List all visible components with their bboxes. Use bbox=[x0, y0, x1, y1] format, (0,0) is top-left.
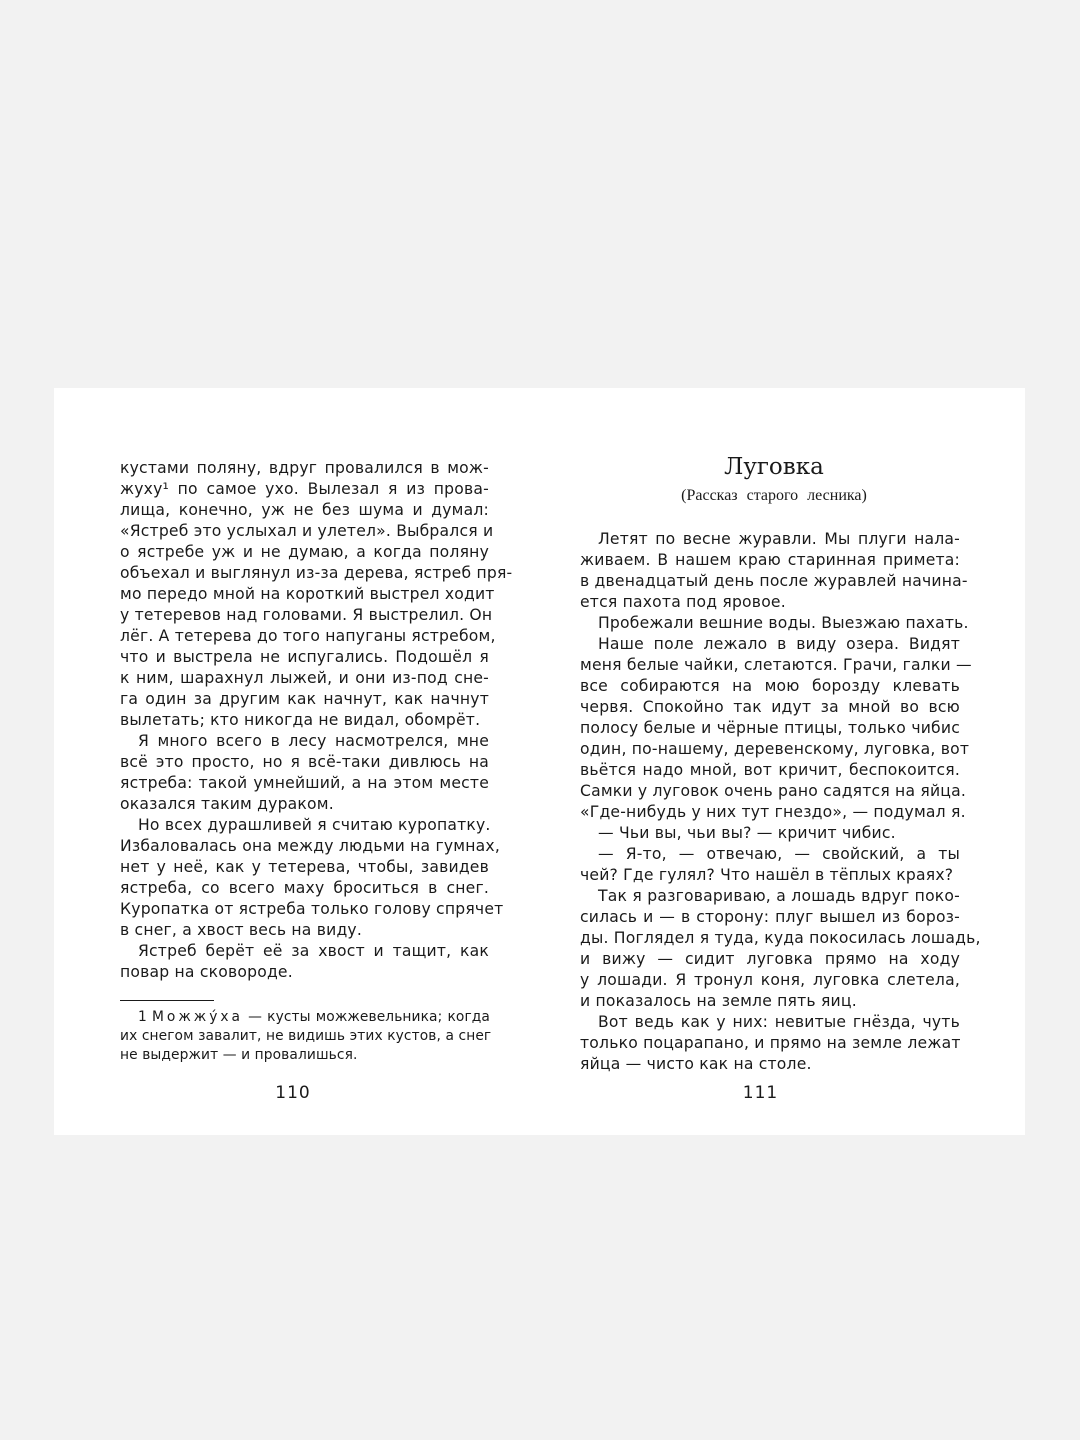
left-page-text-line: что и выстрела не испугались. Подошёл я bbox=[120, 648, 489, 666]
left-page-text-line: Я много всего в лесу насмотрелся, мне bbox=[138, 732, 489, 750]
book-spread bbox=[54, 388, 1025, 1135]
right-page-text-line: Вот ведь как у них: невитые гнёзда, чуть bbox=[598, 1013, 960, 1031]
right-page-text-line: — Я-то, — отвечаю, — свойский, а ты bbox=[598, 845, 960, 863]
left-page-text-line: к ним, шарахнул лыжей, и они из-под сне- bbox=[120, 669, 489, 687]
right-page-text-line: только поцарапано, и прямо на земле лежат bbox=[580, 1034, 961, 1052]
page-number: 110 bbox=[275, 1083, 311, 1103]
left-page-text-line: лёг. А тетерева до того напуганы ястребом, bbox=[120, 627, 496, 645]
right-page-text-line: Летят по весне журавли. Мы плуги нала- bbox=[598, 530, 960, 548]
left-page-text-line: лища, конечно, уж не без шума и думал: bbox=[120, 501, 489, 519]
left-page-text-line: жуху¹ по самое ухо. Вылезал я из прова- bbox=[120, 480, 489, 498]
footnote-definition: — кусты можжевельника; когда bbox=[243, 1009, 490, 1025]
left-page-text-line: в снег, а хвост весь на виду. bbox=[120, 921, 363, 939]
right-page-text-line: полосу белые и чёрные птицы, только чибис bbox=[580, 719, 960, 737]
left-page-text-line: всё это просто, но я всё-таки дивлюсь на bbox=[120, 753, 489, 771]
right-page-text-line: ется пахота под яровое. bbox=[580, 593, 786, 611]
left-page-text bbox=[120, 458, 513, 983]
right-page-text-line: «Где-нибудь у них тут гнездо», — подумал я. bbox=[580, 803, 966, 821]
right-page-text-line: силась и — в сторону: плуг вышел из бороз- bbox=[580, 908, 960, 926]
left-page-text-line: Но всех дурашливей я считаю куропатку. bbox=[138, 816, 491, 834]
left-page-text-line: вылетать; кто никогда не видал, обомрёт. bbox=[120, 711, 481, 729]
left-page-text-line: «Ястреб это услыхал и улетел». Выбрался и bbox=[120, 522, 494, 540]
footnote-term: Можжу́ха bbox=[152, 1009, 244, 1025]
right-page-text-line: Наше поле лежало в виду озера. Видят bbox=[598, 635, 960, 653]
right-page-text-line: все собираются на мою борозду клевать bbox=[580, 677, 960, 695]
left-page bbox=[54, 388, 540, 1135]
left-page-text-line: мо передо мной на короткий выстрел ходит bbox=[120, 585, 495, 603]
right-page-text-line: и вижу — сидит луговка прямо на ходу bbox=[580, 950, 960, 968]
left-page-text-line: ястреба, со всего маху броситься в снег. bbox=[120, 879, 489, 897]
right-page-text-line: один, по-нашему, деревенскому, луговка, вот bbox=[580, 740, 970, 758]
right-page-text-line: чей? Где гулял? Что нашёл в тёплых краях? bbox=[580, 866, 954, 884]
footnote-line bbox=[120, 1008, 490, 1027]
left-page-text-line: га один за другим как начнут, как начнут bbox=[120, 690, 489, 708]
right-page-text-line: живаем. В нашем краю старинная примета: bbox=[580, 551, 960, 569]
left-page-text-line: о ястребе уж и не думаю, а когда поляну bbox=[120, 543, 489, 561]
left-page-text-line: оказался таким дураком. bbox=[120, 795, 334, 813]
footnote-line: их снегом завалит, не видишь этих кустов, а снег bbox=[120, 1028, 492, 1044]
right-page-text-line: в двенадцатый день после журавлей начина- bbox=[580, 572, 968, 590]
left-page-text-line: Куропатка от ястреба только голову спрячет bbox=[120, 900, 504, 918]
left-page-text-line: Избаловалась она между людьми на гумнах, bbox=[120, 837, 500, 855]
right-page-text-line: — Чьи вы, чьи вы? — кричит чибис. bbox=[598, 824, 896, 842]
right-page-text-line: яйца — чисто как на столе. bbox=[580, 1055, 812, 1073]
right-page bbox=[540, 388, 1025, 1135]
right-page-text-line: Самки у луговок очень рано садятся на яйца. bbox=[580, 782, 967, 800]
left-page-text-line: у тетеревов над головами. Я выстрелил. Он bbox=[120, 606, 493, 624]
chapter-title: Луговка bbox=[724, 454, 824, 480]
left-page-text-line: ястреба: такой умнейший, а на этом месте bbox=[120, 774, 489, 792]
chapter-subtitle: (Рассказ старого лесника) bbox=[681, 487, 867, 504]
right-page-text-line: ды. Поглядел я туда, куда покосилась лошадь, bbox=[580, 929, 981, 947]
left-page-text-line: Ястреб берёт её за хвост и тащит, как bbox=[138, 942, 489, 960]
footnote-marker: 1 bbox=[138, 1009, 147, 1025]
footnote-rule bbox=[120, 1000, 214, 1001]
right-page-text-line: вьётся надо мной, вот кричит, беспокоится. bbox=[580, 761, 960, 779]
left-page-text-line: кустами поляну, вдруг провалился в мож- bbox=[120, 459, 489, 477]
footnote bbox=[120, 1008, 490, 1065]
footnote-line: не выдержит — и провалишься. bbox=[120, 1047, 358, 1063]
right-page-text-line: червя. Спокойно так идут за мной во всю bbox=[580, 698, 960, 716]
right-page-text-line: меня белые чайки, слетаются. Грачи, галки — bbox=[580, 656, 972, 674]
left-page-text-line: нет у неё, как у тетерева, чтобы, завидев bbox=[120, 858, 489, 876]
page-number: 111 bbox=[742, 1083, 779, 1103]
right-page-text-line: и показалось на земле пять яиц. bbox=[580, 992, 857, 1010]
left-page-text-line: объехал и выглянул из-за дерева, ястреб пря- bbox=[120, 564, 513, 582]
right-page-text-line: Пробежали вешние воды. Выезжаю пахать. bbox=[598, 614, 969, 632]
right-page-text-line: Так я разговариваю, а лошадь вдруг поко- bbox=[598, 887, 960, 905]
left-page-text-line: повар на сковороде. bbox=[120, 963, 293, 981]
right-page-text bbox=[580, 529, 981, 1075]
right-page-text-line: у лошади. Я тронул коня, луговка слетела, bbox=[580, 971, 960, 989]
